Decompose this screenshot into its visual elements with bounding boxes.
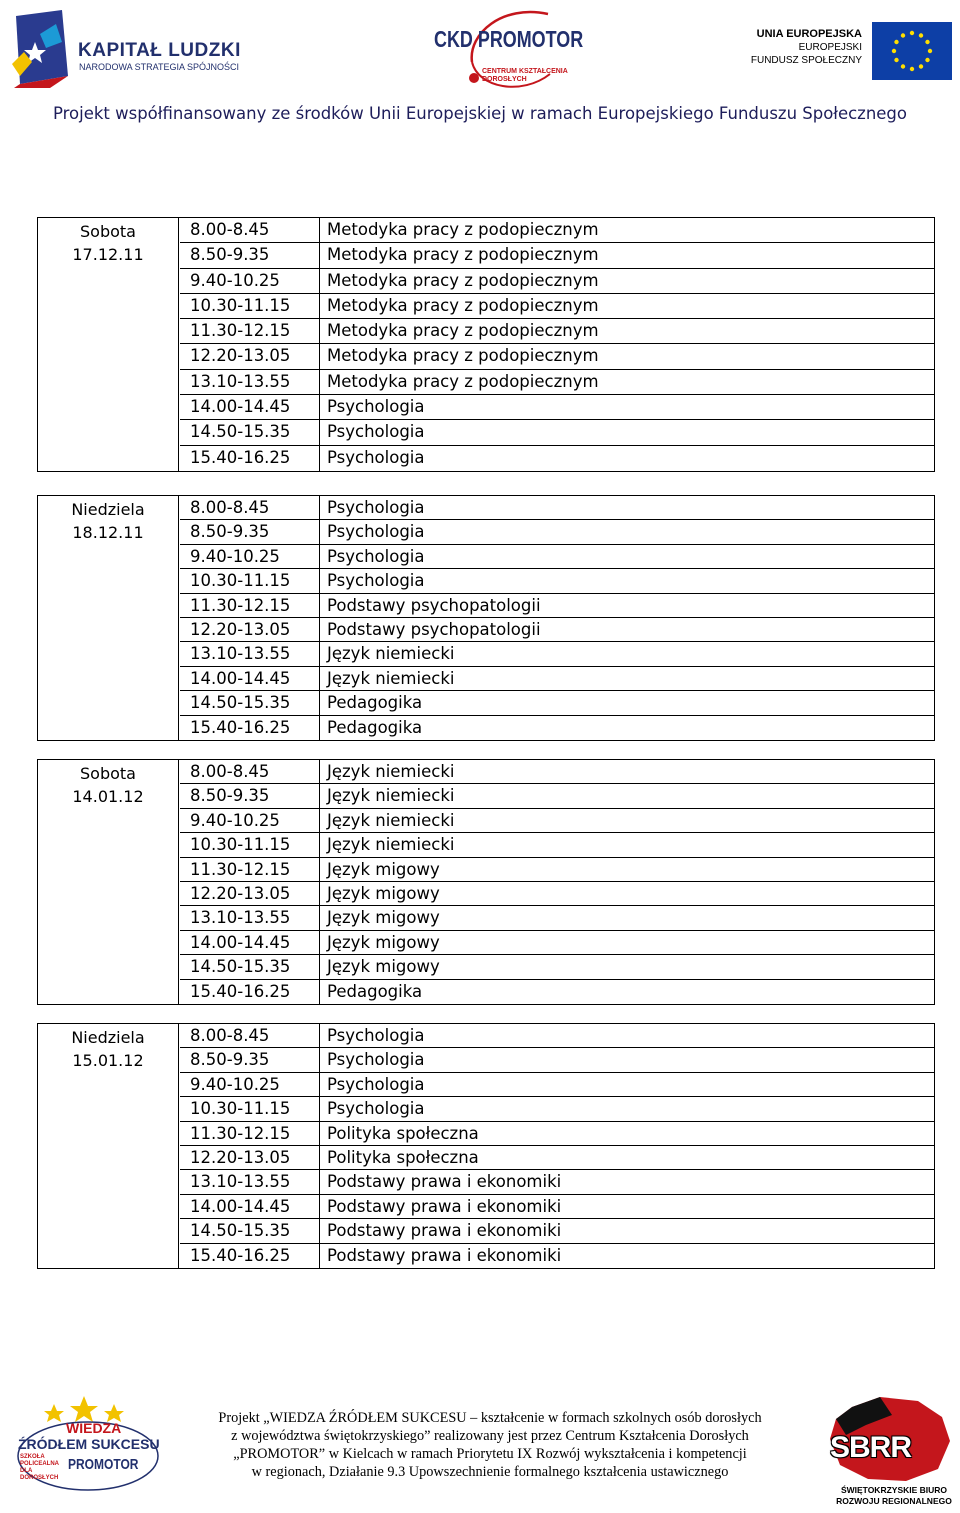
lesson-subject: Psychologia [327, 1074, 425, 1094]
lesson-subject: Język niemiecki [327, 835, 455, 855]
lesson-subject: Pedagogika [327, 717, 423, 737]
lesson-row [180, 691, 934, 715]
lesson-time: 14.00-14.45 [180, 1195, 320, 1218]
day-name: Sobota [80, 764, 136, 783]
ue-efs-logo [752, 18, 952, 84]
lesson-subject: Pedagogika [327, 693, 423, 713]
lesson-time: 14.00-14.45 [180, 395, 320, 419]
kapital-ludzki-title: KAPITAŁ LUDZKI [78, 40, 241, 61]
lesson-subject: Psychologia [327, 522, 425, 542]
lesson-subject: Język niemiecki [327, 644, 455, 664]
lesson-time: 11.30-12.15 [180, 858, 320, 881]
footer-line-1: Projekt „WIEDZA ŹRÓDŁEM SUKCESU – kształcenie w formach szkolnych osób dorosłych [218, 1410, 762, 1426]
lesson-time: 8.50-9.35 [180, 1048, 320, 1071]
wiedza-small-text: SZKOŁA POLICEALNA DLA DOROSŁYCH [20, 1454, 59, 1481]
day-name: Niedziela [71, 1028, 145, 1047]
day-date: 17.12.11 [72, 245, 144, 264]
lesson-time: 10.30-11.15 [180, 1097, 320, 1120]
lesson-row [180, 1122, 934, 1146]
lesson-subject: Podstawy prawa i ekonomiki [327, 1221, 562, 1241]
ckd-promotor-subtitle [482, 68, 568, 84]
schedule-day-block [37, 1023, 935, 1269]
lesson-time: 9.40-10.25 [180, 809, 320, 832]
lesson-subject: Język migowy [327, 957, 440, 977]
lesson-row [180, 784, 934, 808]
funding-statement: Projekt współfinansowany ze środków Unii Europejskiej w ramach Europejskiego Funduszu Społecznego [52, 104, 907, 124]
lesson-time: 10.30-11.15 [180, 294, 320, 318]
lesson-row [180, 980, 934, 1004]
lesson-subject: Metodyka pracy z podopiecznym [327, 220, 599, 239]
day-date: 15.01.12 [72, 1051, 144, 1070]
sbrr-logo [822, 1395, 958, 1511]
schedule-day-block [37, 217, 935, 472]
footer-line-3: „PROMOTOR” w Kielcach w ramach Priorytetu IX Rozwój wykształcenia i kompetencji [233, 1446, 747, 1462]
lesson-row [180, 594, 934, 618]
lesson-time: 8.50-9.35 [180, 520, 320, 543]
lesson-time: 12.20-13.05 [180, 618, 320, 641]
lesson-rows [180, 760, 934, 1004]
lesson-row [180, 882, 934, 906]
lesson-time: 12.20-13.05 [180, 344, 320, 368]
lesson-subject: Pedagogika [327, 981, 423, 1001]
ckd-promotor-logo [432, 4, 584, 96]
lesson-time: 8.00-8.45 [180, 496, 320, 519]
lesson-subject: Język migowy [327, 908, 440, 928]
lesson-row [180, 1146, 934, 1170]
lesson-time: 14.50-15.35 [180, 1219, 320, 1242]
lesson-row [180, 218, 934, 243]
lesson-subject: Język niemiecki [327, 762, 455, 781]
lesson-subject: Polityka społeczna [327, 1147, 479, 1167]
lesson-row [180, 269, 934, 294]
lesson-row [180, 931, 934, 955]
lesson-subject: Psychologia [327, 1026, 425, 1045]
lesson-row [180, 319, 934, 344]
lesson-subject: Metodyka pracy z podopiecznym [327, 270, 599, 290]
lesson-row [180, 618, 934, 642]
lesson-subject: Psychologia [327, 397, 425, 417]
lesson-time: 15.40-16.25 [180, 716, 320, 740]
ue-line2: EUROPEJSKI [798, 42, 862, 53]
lesson-row [180, 1244, 934, 1268]
kapital-ludzki-emblem-icon [10, 6, 76, 88]
lesson-row [180, 906, 934, 930]
lesson-time: 8.00-8.45 [180, 218, 320, 242]
lesson-time: 12.20-13.05 [180, 1146, 320, 1169]
footer-line-4: w regionach, Działanie 9.3 Upowszechnienie formalnego kształcenia ustawicznego [251, 1464, 729, 1480]
lesson-time: 13.10-13.55 [180, 906, 320, 929]
lesson-row [180, 833, 934, 857]
lesson-subject: Metodyka pracy z podopiecznym [327, 245, 599, 265]
lesson-time: 15.40-16.25 [180, 1244, 320, 1268]
lesson-row [180, 955, 934, 979]
ckd-promotor-title: CKD PROMOTOR [434, 26, 584, 52]
lesson-time: 9.40-10.25 [180, 1073, 320, 1096]
lesson-time: 15.40-16.25 [180, 980, 320, 1004]
lesson-row [180, 1073, 934, 1097]
lesson-row [180, 370, 934, 395]
day-cell [38, 218, 179, 471]
lesson-subject: Język migowy [327, 883, 440, 903]
day-date: 18.12.11 [72, 523, 144, 542]
day-cell [38, 760, 179, 1004]
lesson-time: 13.10-13.55 [180, 1170, 320, 1193]
lesson-subject: Psychologia [327, 546, 425, 566]
lesson-subject: Psychologia [327, 447, 425, 467]
lesson-subject: Język migowy [327, 932, 440, 952]
wiedza-subtitle: ŹRÓDŁEM SUKCESU [18, 1436, 160, 1452]
lesson-subject: Psychologia [327, 571, 425, 591]
lesson-time: 14.00-14.45 [180, 667, 320, 690]
day-date: 14.01.12 [72, 787, 144, 806]
lesson-time: 11.30-12.15 [180, 1122, 320, 1145]
lesson-time: 14.50-15.35 [180, 691, 320, 714]
lesson-time: 14.50-15.35 [180, 420, 320, 444]
sbrr-line2: ROZWOJU REGIONALNEGO [836, 1496, 952, 1506]
lesson-rows [180, 1024, 934, 1268]
lesson-row [180, 1219, 934, 1243]
day-name: Niedziela [71, 500, 145, 519]
sbrr-subtitle [828, 1485, 960, 1507]
footer-line-2: z województwa świętokrzyskiego” realizowany jest przez Centrum Kształcenia Dorosłych [231, 1428, 749, 1444]
wiedza-title: WIEDZA [66, 1420, 122, 1436]
sbrr-title: SBRR [830, 1431, 912, 1464]
ue-line3: FUNDUSZ SPOŁECZNY [750, 55, 862, 66]
lesson-rows [180, 218, 934, 471]
lesson-time: 10.30-11.15 [180, 833, 320, 856]
lesson-row [180, 760, 934, 784]
lesson-row [180, 520, 934, 544]
day-cell [38, 496, 179, 740]
lesson-row [180, 1024, 934, 1048]
lesson-time: 14.00-14.45 [180, 931, 320, 954]
lesson-row [180, 344, 934, 369]
lesson-subject: Psychologia [327, 1099, 425, 1119]
lesson-subject: Podstawy prawa i ekonomiki [327, 1245, 562, 1265]
lesson-row [180, 1048, 934, 1072]
lesson-subject: Podstawy psychopatologii [327, 619, 541, 639]
day-name: Sobota [80, 222, 136, 241]
schedule-day-block [37, 759, 935, 1005]
ue-efs-text [751, 28, 862, 67]
project-footer-text [180, 1409, 800, 1481]
day-cell [38, 1024, 179, 1268]
lesson-row [180, 420, 934, 445]
ckd-subtitle-line2: DOROSŁYCH [482, 76, 527, 83]
lesson-subject: Psychologia [327, 422, 425, 442]
lesson-time: 12.20-13.05 [180, 882, 320, 905]
lesson-row [180, 716, 934, 740]
lesson-row [180, 1170, 934, 1194]
lesson-subject: Język migowy [327, 859, 440, 879]
lesson-subject: Polityka społeczna [327, 1123, 479, 1143]
lesson-time: 11.30-12.15 [180, 319, 320, 343]
lesson-time: 15.40-16.25 [180, 446, 320, 471]
lesson-row [180, 496, 934, 520]
kapital-ludzki-subtitle: NARODOWA STRATEGIA SPÓJNOŚCI [79, 62, 240, 72]
ue-line1: UNIA EUROPEJSKA [756, 28, 862, 40]
lesson-subject: Metodyka pracy z podopiecznym [327, 295, 599, 315]
lesson-time: 9.40-10.25 [180, 269, 320, 293]
lesson-row [180, 1097, 934, 1121]
wiedza-brand: PROMOTOR [68, 1456, 139, 1473]
lesson-subject: Psychologia [327, 498, 425, 517]
lesson-time: 8.00-8.45 [180, 1024, 320, 1047]
lesson-time: 9.40-10.25 [180, 545, 320, 568]
lesson-subject: Podstawy prawa i ekonomiki [327, 1196, 562, 1216]
lesson-subject: Podstawy psychopatologii [327, 595, 541, 615]
ckd-subtitle-line1: CENTRUM KSZTAŁCENIA [482, 68, 568, 75]
lesson-subject: Język niemiecki [327, 786, 455, 806]
lesson-row [180, 858, 934, 882]
lesson-time: 8.50-9.35 [180, 243, 320, 267]
lesson-subject: Metodyka pracy z podopiecznym [327, 321, 599, 341]
lesson-row [180, 243, 934, 268]
schedule-day-block [37, 495, 935, 741]
lesson-row [180, 809, 934, 833]
lesson-subject: Psychologia [327, 1050, 425, 1070]
lesson-time: 10.30-11.15 [180, 569, 320, 592]
eu-flag-icon [872, 22, 952, 80]
lesson-row [180, 395, 934, 420]
lesson-row [180, 294, 934, 319]
lesson-time: 14.50-15.35 [180, 955, 320, 978]
lesson-subject: Język niemiecki [327, 810, 455, 830]
lesson-subject: Metodyka pracy z podopiecznym [327, 371, 599, 391]
lesson-row [180, 446, 934, 471]
kapital-ludzki-logo [10, 6, 280, 88]
lesson-row [180, 569, 934, 593]
lesson-time: 8.00-8.45 [180, 760, 320, 783]
sbrr-line1: ŚWIĘTOKRZYSKIE BIURO [840, 1485, 948, 1495]
lesson-time: 8.50-9.35 [180, 784, 320, 807]
wiedza-zrodlem-sukcesu-logo [14, 1392, 160, 1492]
lesson-time: 13.10-13.55 [180, 642, 320, 665]
page-header [0, 0, 960, 135]
lesson-subject: Język niemiecki [327, 668, 455, 688]
lesson-row [180, 1195, 934, 1219]
lesson-subject: Metodyka pracy z podopiecznym [327, 346, 599, 366]
lesson-row [180, 545, 934, 569]
lesson-time: 11.30-12.15 [180, 594, 320, 617]
lesson-rows [180, 496, 934, 740]
lesson-row [180, 667, 934, 691]
lesson-subject: Podstawy prawa i ekonomiki [327, 1172, 562, 1192]
lesson-row [180, 642, 934, 666]
lesson-time: 13.10-13.55 [180, 370, 320, 394]
